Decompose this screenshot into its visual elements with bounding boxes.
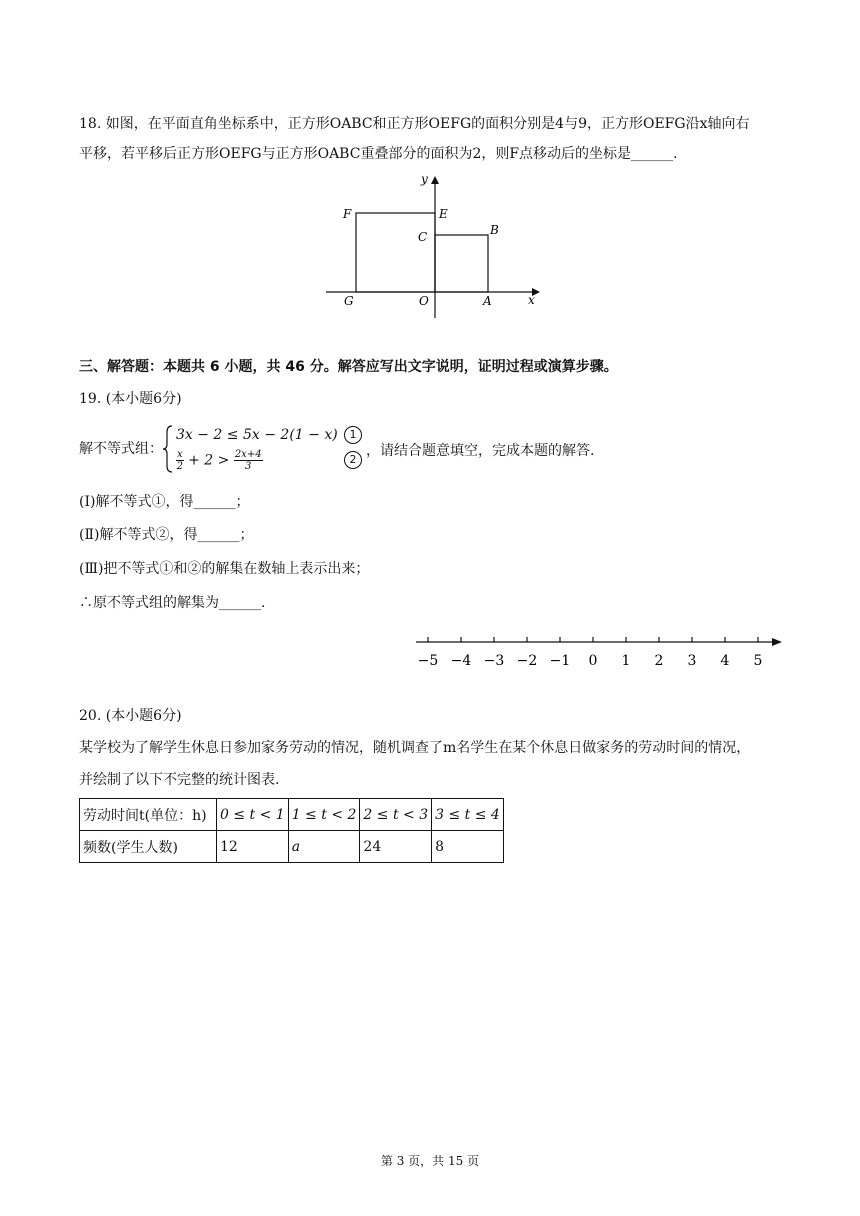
table-header-cell: 2 ≤ t < 3: [360, 799, 432, 831]
table-cell: a: [288, 831, 360, 863]
number-line: [410, 628, 790, 674]
table-header-cell: 3 ≤ t ≤ 4: [432, 799, 504, 831]
number-line-label: −1: [549, 653, 571, 669]
number-line-label: 0: [588, 653, 598, 669]
label-b: B: [490, 223, 499, 237]
table-cell: 12: [217, 831, 289, 863]
q20-line2: 并绘制了以下不完整的统计图表.: [79, 772, 280, 788]
table-cell: 频数(学生人数): [80, 831, 217, 863]
table-cell: 24: [360, 831, 432, 863]
number-line-arrow: [772, 638, 782, 646]
table-header-cell: 1 ≤ t < 2: [288, 799, 360, 831]
label-e: E: [439, 207, 448, 221]
number-line-label: 3: [687, 653, 697, 669]
page-footer: 第 3 页，共 15 页: [380, 1154, 480, 1168]
number-line-label: 2: [654, 653, 664, 669]
label-x: x: [528, 293, 535, 307]
number-line-label: −3: [483, 653, 505, 669]
label-o: O: [419, 294, 429, 308]
label-c: C: [418, 230, 428, 244]
system-brace: [162, 424, 174, 474]
coordinate-figure: [320, 170, 550, 320]
q18-line2: 平移，若平移后正方形OEFG与正方形OABC重叠部分的面积为2，则F点移动后的坐标是______.: [79, 146, 678, 162]
q19-suffix: ，请结合题意填空，完成本题的解答.: [366, 443, 595, 459]
label-a: A: [483, 294, 492, 308]
label-f: F: [343, 207, 352, 221]
table-row: [80, 831, 504, 863]
mark-2: 2: [344, 451, 362, 469]
table-cell: 8: [432, 831, 504, 863]
q19-prefix: 解不等式组：: [79, 441, 163, 457]
mark-1: 1: [344, 426, 362, 444]
table-row: [80, 799, 504, 831]
inequality-1: 3x − 2 ≤ 5x − 2(1 − x): [176, 427, 338, 443]
label-y: y: [421, 172, 428, 186]
number-line-label: 4: [720, 653, 730, 669]
label-g: G: [344, 294, 354, 308]
y-axis-arrow: [431, 176, 439, 184]
q19-step1: (I)解不等式①，得______；: [79, 494, 250, 510]
number-line-label: 5: [753, 653, 763, 669]
square-oefg: [356, 213, 435, 292]
number-line-label: −4: [450, 653, 472, 669]
q19-conclusion: ∴原不等式组的解集为______.: [79, 595, 266, 611]
inequality-2: $\frac{x}{2}$ + 2 > $\frac{2x+4}{3}$: [176, 449, 262, 472]
q18-line1: 18. 如图，在平面直角坐标系中，正方形OABC和正方形OEFG的面积分别是4与9，正方形OEFG沿x轴向右: [79, 116, 750, 132]
number-line-label: −2: [516, 653, 538, 669]
table-header-cell: 劳动时间t(单位：h): [80, 799, 217, 831]
frequency-table: [79, 798, 504, 863]
q20-line1: 某学校为了解学生休息日参加家务劳动的情况，随机调查了m名学生在某个休息日做家务的劳动时间的情况，: [79, 740, 751, 756]
q19-title: 19. (本小题6分): [79, 391, 182, 407]
q20-title: 20. (本小题6分): [79, 708, 182, 724]
number-line-label: 1: [621, 653, 631, 669]
square-oabc: [435, 235, 488, 292]
q19-step3: (Ⅲ)把不等式①和②的解集在数轴上表示出来；: [79, 561, 370, 577]
number-line-label: −5: [417, 653, 439, 669]
table-header-cell: 0 ≤ t < 1: [217, 799, 289, 831]
section-heading: 三、解答题：本题共 6 小题，共 46 分。解答应写出文字说明，证明过程或演算步骤。: [79, 359, 618, 375]
q19-step2: (Ⅱ)解不等式②，得______；: [79, 527, 254, 543]
